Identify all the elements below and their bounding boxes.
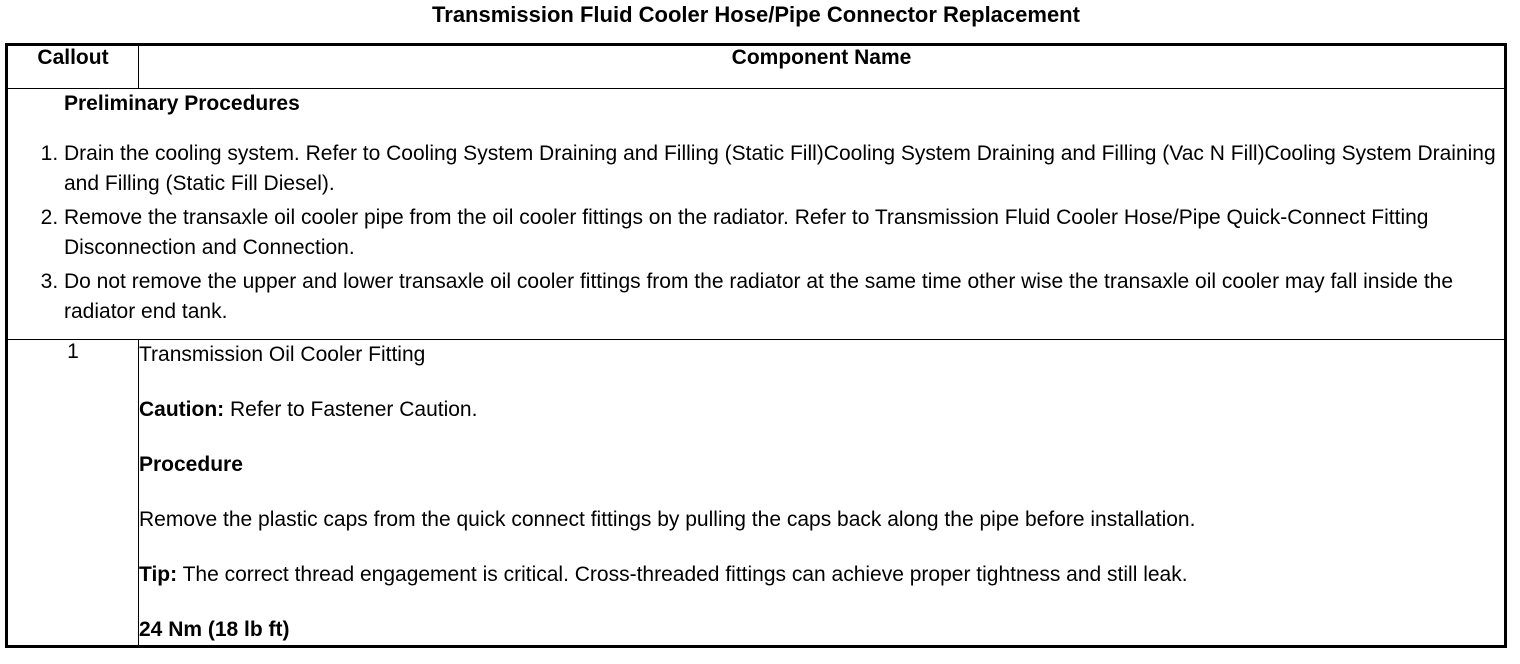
callout-number: 1	[7, 340, 139, 647]
tip-note	[139, 560, 1504, 590]
preliminary-step: 2. Remove the transaxle oil cooler pipe from the oil cooler fittings on the radiator. Refer to Transmission Fluid Cooler Hose/Pipe Quick-Connect Fitting Disconnection and Connection.	[64, 203, 1504, 263]
table-row	[7, 340, 1506, 647]
component-detail-cell	[139, 340, 1506, 647]
component-name-column-header: Component Name	[139, 45, 1506, 89]
preliminary-procedures-cell	[7, 89, 1506, 340]
preliminary-steps-list	[8, 139, 1504, 327]
callout-column-header: Callout	[7, 45, 139, 89]
table-header-row	[7, 45, 1506, 89]
caution-label: Caution:	[139, 398, 225, 421]
caution-text: Refer to Fastener Caution.	[224, 398, 478, 421]
document-title: Transmission Fluid Cooler Hose/Pipe Connector Replacement	[432, 2, 1080, 27]
caution-note	[139, 395, 1504, 425]
tip-text: The correct thread engagement is critical. Cross-threaded fittings can achieve proper tightness and still leak.	[177, 563, 1188, 586]
preliminary-row	[7, 89, 1506, 340]
component-name: Transmission Oil Cooler Fitting	[139, 343, 426, 366]
preliminary-step: 1. Drain the cooling system. Refer to Cooling System Draining and Filling (Static Fill)Cooling System Draining and Filling (Vac N Fill)Cooling System Draining and Filling (Static Fill Diesel).	[64, 139, 1504, 199]
tip-label: Tip:	[139, 563, 178, 586]
procedure-text: Remove the plastic caps from the quick connect fittings by pulling the caps back along the pipe before installation.	[139, 508, 1196, 531]
procedure-heading: Procedure	[139, 453, 243, 476]
component-table	[5, 43, 1507, 648]
torque-spec: 24 Nm (18 lb ft)	[139, 618, 290, 641]
preliminary-procedures-heading: Preliminary Procedures	[64, 92, 300, 115]
preliminary-step: 3. Do not remove the upper and lower transaxle oil cooler fittings from the radiator at the same time other wise the transaxle oil cooler may fall inside the radiator end tank.	[64, 267, 1504, 327]
